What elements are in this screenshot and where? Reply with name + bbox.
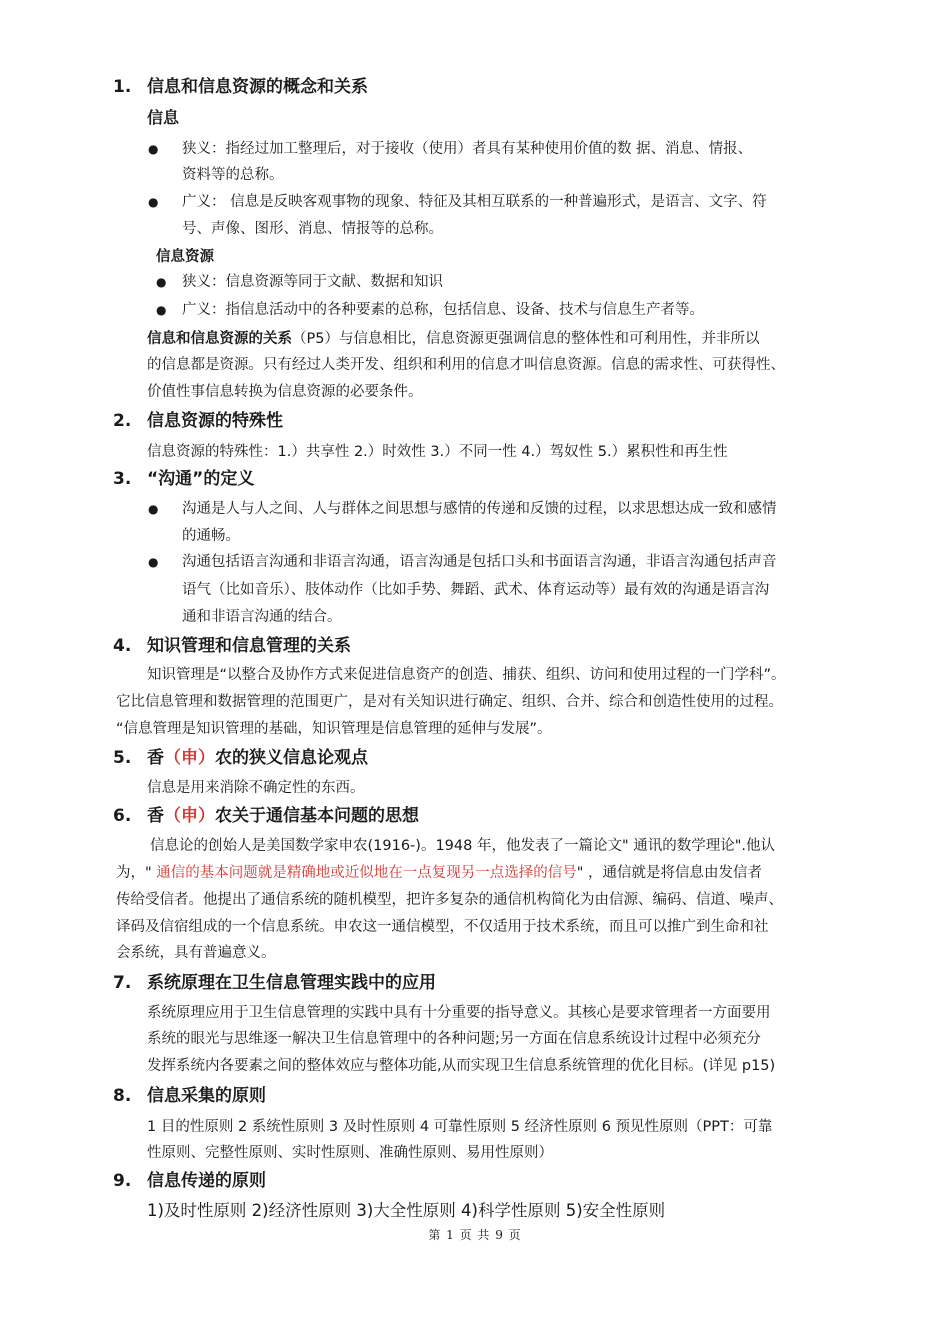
paragraph-line: 为，" 通信的基本问题就是精确地或近似地在一点复现另一点选择的信号" ，通信就是将信息由发信者 <box>116 865 763 881</box>
highlighted-quote: 通信的基本问题就是精确地或近似地在一点复现另一点选择的信号 <box>156 865 577 881</box>
paragraph-line: 的通畅。 <box>182 528 240 544</box>
page-footer: 第 1 页 共 9 页 <box>428 1228 522 1242</box>
heading-6: 6. 香（申）农关于通信基本问题的思想 <box>113 806 419 826</box>
subheading-info: 信息 <box>147 108 180 127</box>
heading-4: 4. 知识管理和信息管理的关系 <box>113 636 351 656</box>
paragraph-line: 性原则、完整性原则、实时性原则、准确性原则、易用性原则） <box>147 1145 553 1161</box>
heading-9: 9. 信息传递的原则 <box>113 1171 266 1191</box>
paragraph-line: 狭义：信息资源等同于文献、数据和知识 <box>182 274 443 290</box>
heading-7: 7. 系统原理在卫生信息管理实践中的应用 <box>113 973 436 993</box>
paragraph-line: 译码及信宿组成的一个信息系统。申农这一通信模型，不仅适用于技术系统，而且可以推广到生命和社 <box>116 919 769 935</box>
paragraph-line: 会系统，具有普遍意义。 <box>116 945 276 961</box>
paragraph-line: 它比信息管理和数据管理的范围更广，是对有关知识进行确定、组织、合并、综合和创造性使用的过程。 <box>116 694 783 710</box>
paragraph-line: 传给受信者。他提出了通信系统的随机模型，把许多复杂的通信机构简化为由信源、编码、信道、噪声、 <box>116 892 783 908</box>
paragraph-line: 资料等的总称。 <box>182 167 284 183</box>
paragraph-line: 1 目的性原则 2 系统性原则 3 及时性原则 4 可靠性原则 5 经济性原则 6 预见性原则（PPT：可靠 <box>147 1119 773 1135</box>
paragraph-line: 系统原理应用于卫生信息管理的实践中具有十分重要的指导意义。其核心是要求管理者一方面要用 <box>147 1005 771 1021</box>
paragraph-line: 广义： 信息是反映客观事物的现象、特征及其相互联系的一种普遍形式，是语言、文字、符 <box>182 194 767 210</box>
paragraph-line: 沟通包括语言沟通和非语言沟通，语言沟通是包括口头和书面语言沟通，非语言沟通包括声音 <box>182 554 777 570</box>
paragraph-line: 价值性事信息转换为信息资源的必要条件。 <box>147 384 423 400</box>
bullet-icon: ● <box>156 303 167 317</box>
paragraph-line: 沟通是人与人之间、人与群体之间思想与感情的传递和反馈的过程，以求思想达成一致和感情 <box>182 501 777 517</box>
paragraph-line: 号、声像、图形、消息、情报等的总称。 <box>182 221 443 237</box>
bullet-icon: ● <box>148 555 159 569</box>
paragraph-line: 信息资源的特殊性：1.）共享性 2.）时效性 3.）不同一性 4.）驾奴性 5.）累积性和再生性 <box>147 444 728 460</box>
paragraph-line: 的信息都是资源。只有经过人类开发、组织和利用的信息才叫信息资源。信息的需求性、可获得性、 <box>147 357 785 373</box>
heading-3: 3. “沟通”的定义 <box>113 469 255 489</box>
paragraph-line: 信息论的创始人是美国数学家申农(1916-)。1948 年，他发表了一篇论文" 通讯的数学理论".他认 <box>150 838 776 854</box>
heading-8: 8. 信息采集的原则 <box>113 1086 266 1106</box>
paragraph-line: 狭义：指经过加工整理后，对于接收（使用）者具有某种使用价值的数 据、消息、情报、 <box>182 141 753 157</box>
bullet-icon: ● <box>148 502 159 516</box>
paragraph-line: 1)及时性原则 2)经济性原则 3)大全性原则 4)科学性原则 5)安全性原则 <box>147 1201 666 1220</box>
bullet-icon: ● <box>148 195 159 209</box>
paragraph-line: “信息管理是知识管理的基础，知识管理是信息管理的延伸与发展”。 <box>116 721 552 737</box>
heading-2: 2. 信息资源的特殊性 <box>113 411 283 431</box>
paragraph-line: 广义：指信息活动中的各种要素的总称，包括信息、设备、技术与信息生产者等。 <box>182 302 704 318</box>
paragraph-line: 信息是用来消除不确定性的东西。 <box>147 780 365 796</box>
bullet-icon: ● <box>156 275 167 289</box>
heading-1: 1. 信息和信息资源的概念和关系 <box>113 77 368 97</box>
paragraph-line: 语气（比如音乐）、肢体动作（比如手势、舞蹈、武术、体育运动等）最有效的沟通是语言沟 <box>182 582 770 598</box>
subheading-info-resource: 信息资源 <box>156 249 214 265</box>
bullet-icon: ● <box>148 142 159 156</box>
paragraph-line: 系统的眼光与思维逐一解决卫生信息管理中的各种问题;另一方面在信息系统设计过程中必须充分 <box>147 1031 761 1047</box>
paragraph-line: 通和非语言沟通的结合。 <box>182 609 342 625</box>
paragraph-line: 知识管理是“以整合及协作方式来促进信息资产的创造、捕获、组织、访问和使用过程的一门学科”。 <box>147 667 786 683</box>
paragraph-line: 发挥系统内各要素之间的整体效应与整体功能,从而实现卫生信息系统管理的优化目标。(详见 p15) <box>147 1058 776 1074</box>
paragraph-line: 信息和信息资源的关系（P5）与信息相比，信息资源更强调信息的整体性和可利用性，并非所以 <box>147 331 760 347</box>
heading-5: 5. 香（申）农的狭义信息论观点 <box>113 748 368 768</box>
